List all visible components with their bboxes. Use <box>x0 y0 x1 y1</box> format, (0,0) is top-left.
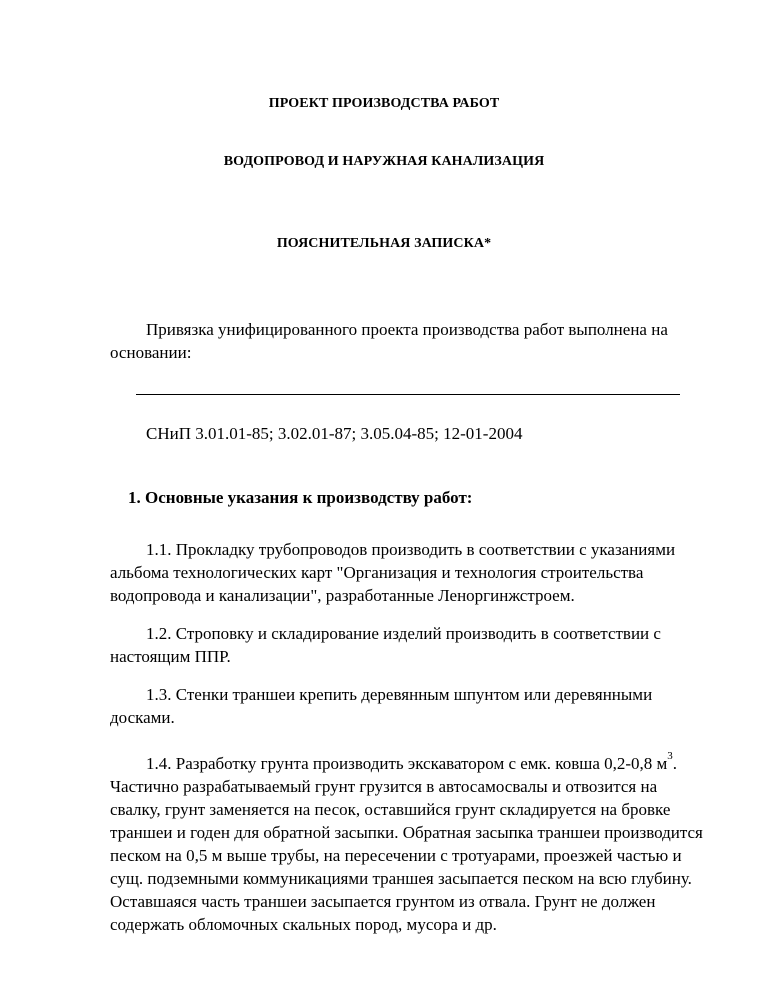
paragraph-1-4-start: 1.4. Разработку грунта производить экскаватором с емк. ковша 0,2-0,8 м <box>146 754 668 773</box>
cubic-exponent: 3 <box>667 750 673 763</box>
paragraph-1-1: 1.1. Прокладку трубопроводов производить в соответствии с указаниями альбома технологических карт "Организация и технология строительства водопровода и канализации", разработанные Леноргинжстроем. <box>110 540 676 605</box>
paragraph-1-4 <box>110 752 710 936</box>
section-1-title: 1. Основные указания к производству работ: <box>128 488 473 507</box>
paragraph-1-4-rest: . Частично разрабатываемый грунт грузится в автосамосвалы и отвозится на свалку, грунт заменяется на песок, оставшийся грунт складируется на бровке траншеи и годен для обратной засыпки. Обратная засыпка траншеи производится песком на 0,5 м выше трубы, на пересечении с тротуарами, проезжей частью и сущ. подземными коммуникациями траншея засыпается песком на всю глубину. Оставшаяся часть траншеи засыпается грунтом из отвала. Грунт не должен содержать обломочных скальных пород, мусора и др. <box>110 754 703 934</box>
paragraph-1-2: 1.2. Строповку и складирование изделий производить в соответствии с настоящим ППР. <box>110 624 661 666</box>
paragraph-1-3: 1.3. Стенки траншеи крепить деревянным шпунтом или деревянными досками. <box>110 685 653 727</box>
note-heading: ПОЯСНИТЕЛЬНАЯ ЗАПИСКА* <box>276 236 492 251</box>
document-subtitle: ВОДОПРОВОД И НАРУЖНАЯ КАНАЛИЗАЦИЯ <box>223 154 545 169</box>
intro-paragraph: Привязка унифицированного проекта производства работ выполнена на основании: <box>110 320 668 362</box>
fill-in-line <box>136 394 680 395</box>
norms-list: СНиП 3.01.01-85; 3.02.01-87; 3.05.04-85; 12-01-2004 <box>146 424 523 443</box>
document-title: ПРОЕКТ ПРОИЗВОДСТВА РАБОТ <box>268 96 500 111</box>
